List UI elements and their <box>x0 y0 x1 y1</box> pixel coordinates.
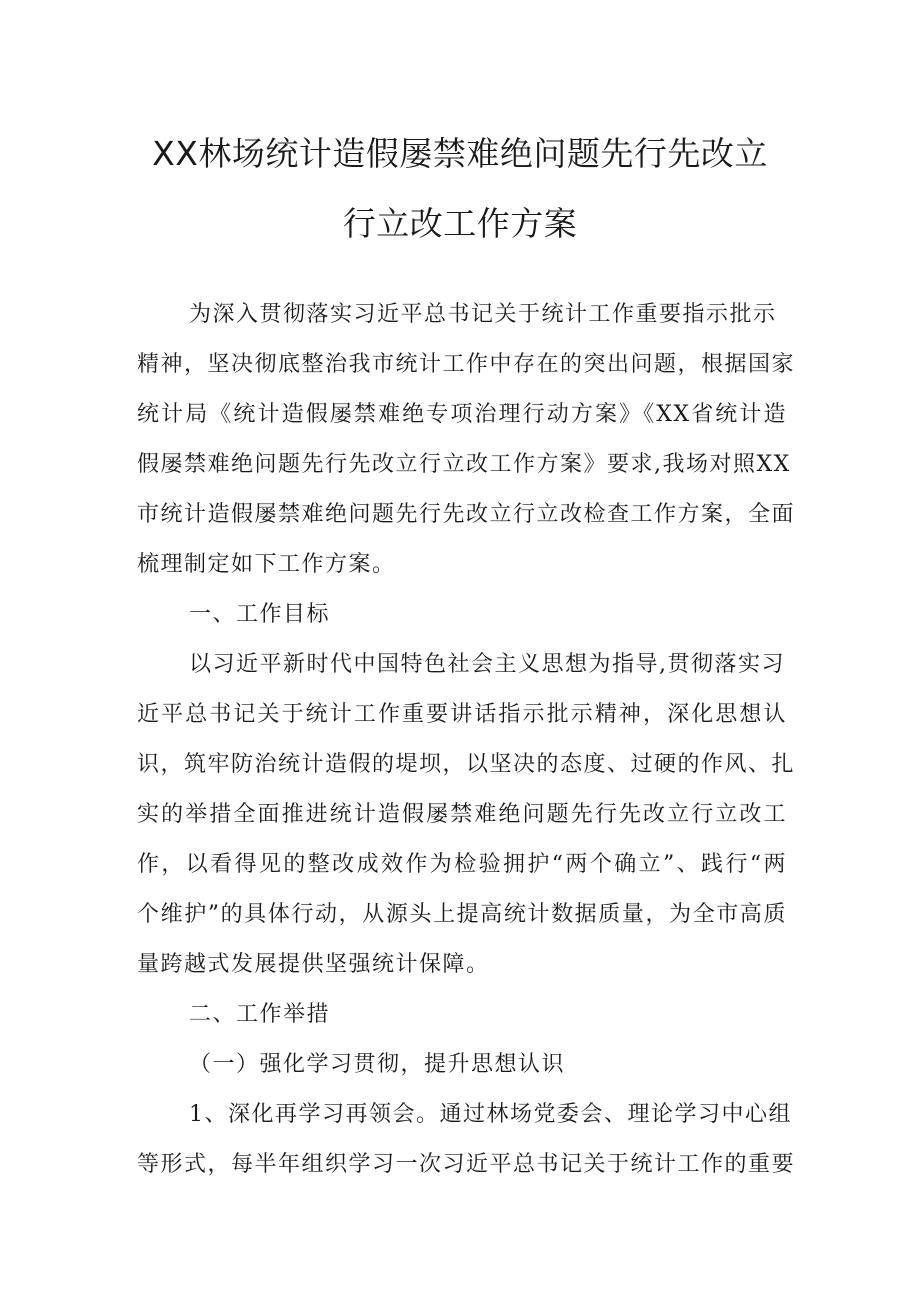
intro-line-1: 为深入贯彻落实习近平总书记关于统计工作重要指示批示 <box>189 302 777 327</box>
document-title-line-2: 行立改工作方案 <box>342 204 578 243</box>
section-1-line-5: 作，以看得见的整改成效作为检验拥护“两个确立”、践行“两 <box>137 852 787 877</box>
section-1-line-1: 以习近平新时代中国特色社会主义思想为指导,贯彻落实习 <box>189 652 785 677</box>
section-1-line-2: 近平总书记关于统计工作重要讲话指示批示精神，深化思想认 <box>137 702 787 727</box>
intro-line-6: 梳理制定如下工作方案。 <box>137 552 396 577</box>
section-1-heading: 一、工作目标 <box>189 602 331 627</box>
section-2-heading: 二、工作举措 <box>189 1002 331 1027</box>
section-1-line-3: 识，筑牢防治统计造假的堤坝，以坚决的态度、过硬的作风、扎 <box>137 752 796 777</box>
item-1-line-2: 等形式，每半年组织学习一次习近平总书记关于统计工作的重要 <box>137 1152 796 1177</box>
item-1-line-1: 1、深化再学习再领会。通过林场党委会、理论学习中心组 <box>189 1102 792 1127</box>
intro-line-4: 假屡禁难绝问题先行先改立行立改工作方案》要求,我场对照XX <box>137 452 791 477</box>
section-1-line-7: 量跨越式发展提供坚强统计保障。 <box>137 952 490 977</box>
section-1-line-4: 实的举措全面推进统计造假屡禁难绝问题先行先改立行立改工 <box>137 802 787 827</box>
subsection-1-heading: （一）强化学习贯彻，提升思想认识 <box>189 1052 566 1077</box>
section-1-line-6: 个维护”的具体行动，从源头上提高统计数据质量，为全市高质 <box>137 902 787 927</box>
document-title-line-1: XX林场统计造假屡禁难绝问题先行先改立 <box>152 134 768 173</box>
intro-line-2: 精神，坚决彻底整治我市统计工作中存在的突出问题，根据国家 <box>137 352 796 377</box>
intro-line-5: 市统计造假屡禁难绝问题先行先改立行立改检查工作方案，全面 <box>137 502 796 527</box>
intro-line-3: 统计局《统计造假屡禁难绝专项治理行动方案》《XX省统计造 <box>137 402 787 427</box>
